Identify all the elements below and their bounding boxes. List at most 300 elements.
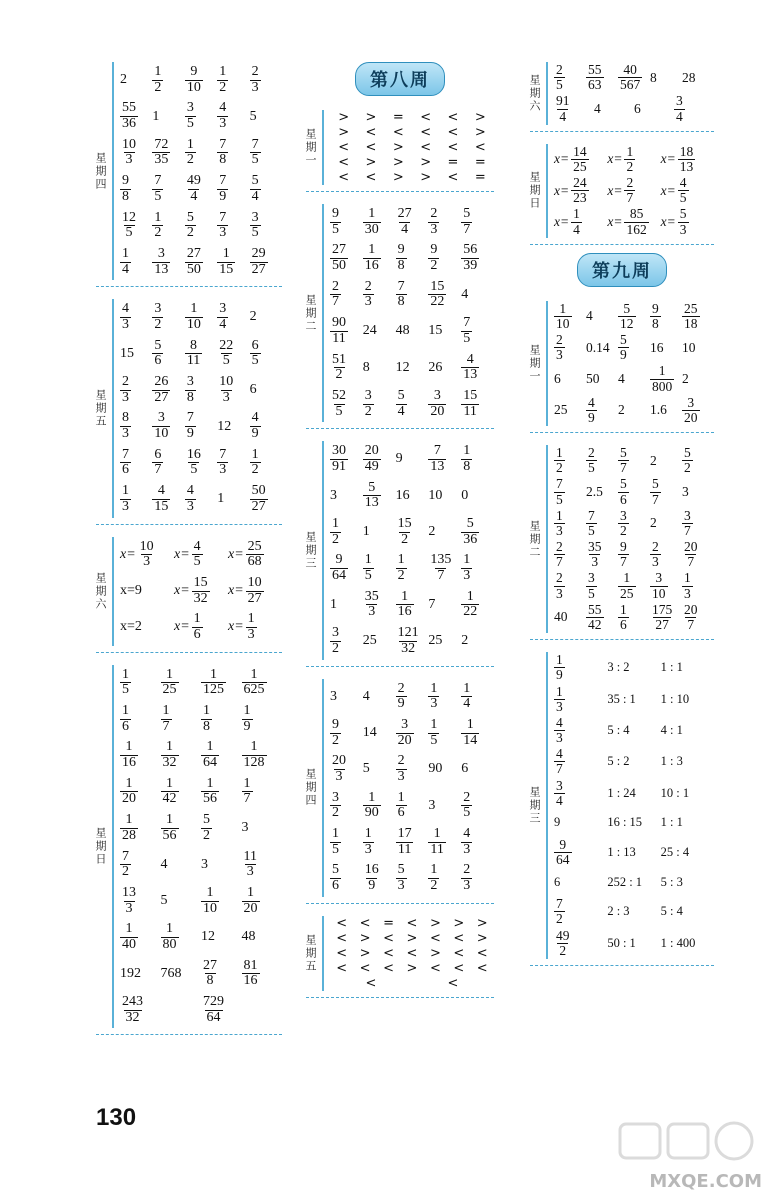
day-block	[530, 58, 714, 132]
fraction	[120, 247, 131, 277]
answer-item	[161, 777, 202, 807]
comparison-symbol: >	[429, 915, 441, 931]
answer-item	[554, 207, 607, 236]
fraction-denominator: 4	[463, 696, 471, 712]
fraction-numerator: 3	[556, 777, 563, 793]
answer-item	[682, 540, 714, 569]
fraction	[554, 685, 565, 714]
fraction-denominator: 10	[652, 585, 666, 601]
fraction-denominator: 39	[463, 258, 478, 274]
fraction	[554, 747, 565, 776]
answer-item	[250, 211, 282, 241]
answer-row	[120, 740, 282, 770]
fraction-numerator: 121	[397, 625, 419, 641]
week-header	[306, 62, 494, 96]
answer-value: 15	[428, 323, 443, 339]
answer-item	[682, 509, 714, 538]
answer-item	[120, 101, 152, 131]
answer-item	[152, 174, 184, 204]
day-block	[306, 912, 494, 998]
answer-value: 5 : 3	[660, 874, 683, 889]
fraction	[586, 540, 604, 569]
answer-row	[120, 995, 282, 1025]
fraction-numerator: 3	[620, 507, 627, 523]
answer-item	[363, 633, 396, 649]
answer-item	[363, 725, 396, 741]
fraction-numerator: 3	[433, 387, 441, 403]
answer-value: 5	[160, 893, 168, 909]
answer-value: 12	[217, 418, 232, 434]
fraction-denominator: 8	[463, 458, 471, 474]
fraction-numerator: 1	[556, 445, 563, 461]
answer-row	[554, 869, 714, 895]
answer-row	[554, 747, 714, 776]
answer-item	[554, 815, 607, 830]
fraction-numerator: 51	[332, 351, 346, 367]
comparison-symbol: =	[474, 170, 486, 185]
fraction-denominator: 2	[559, 942, 567, 958]
fraction-numerator: 35	[588, 539, 602, 555]
answer-item	[682, 603, 714, 632]
answer-item	[120, 484, 152, 514]
fraction-numerator: 27	[397, 206, 412, 221]
answer-item	[217, 211, 249, 241]
answer-item	[607, 786, 660, 801]
fraction-numerator: 20	[364, 443, 379, 459]
answer-item	[428, 761, 461, 777]
fraction	[250, 174, 261, 204]
fraction-denominator: 10	[203, 900, 217, 916]
fraction-denominator: 3	[556, 730, 563, 746]
answer-item	[120, 72, 152, 88]
answer-item	[618, 63, 650, 92]
fraction-numerator: 4	[556, 746, 563, 762]
answer-row	[330, 553, 494, 583]
fraction-denominator: 3	[222, 389, 230, 405]
answer-item	[554, 302, 586, 331]
answer-item	[682, 484, 714, 500]
fraction	[330, 353, 348, 383]
answer-item	[120, 619, 174, 635]
answer-value: 14	[362, 725, 377, 741]
day-label: 星期三	[304, 530, 317, 570]
variable-label: x=	[607, 182, 623, 198]
fraction-numerator: 1	[222, 245, 230, 261]
answer-item	[330, 444, 363, 474]
fraction	[396, 863, 407, 893]
fraction-numerator: 5	[684, 445, 691, 461]
comparison-symbol: <	[429, 960, 441, 976]
answer-item	[201, 995, 282, 1025]
answer-row	[554, 364, 714, 393]
fraction	[554, 302, 572, 331]
answer-row	[330, 517, 494, 547]
answer-row	[330, 590, 494, 620]
answer-item	[461, 287, 494, 303]
answer-rows	[330, 110, 494, 185]
fraction-denominator: 27	[251, 261, 266, 277]
answer-item	[174, 540, 228, 570]
answer-rows	[554, 652, 714, 959]
fraction	[650, 603, 674, 632]
fraction-denominator: 10	[186, 79, 201, 95]
fraction-numerator: 729	[203, 994, 224, 1009]
comparison-symbol: <	[338, 140, 350, 155]
fraction-denominator: 3	[122, 426, 129, 442]
fraction	[554, 716, 565, 745]
answer-value: 1 : 1	[660, 815, 683, 830]
comparison-symbol: >	[338, 125, 350, 140]
fraction	[250, 247, 268, 277]
symbol-row	[330, 931, 494, 946]
fraction	[185, 247, 203, 277]
fraction	[678, 207, 689, 236]
answer-item	[554, 571, 586, 600]
answer-item	[428, 597, 461, 613]
answer-item	[161, 966, 202, 982]
answer-value: 6	[461, 761, 469, 777]
fraction-numerator: 27	[186, 245, 201, 261]
answer-row	[554, 302, 714, 331]
answer-item	[618, 333, 650, 362]
week-badge: 第八周	[355, 62, 445, 96]
answer-item	[554, 747, 607, 776]
fraction-numerator: 175	[652, 601, 673, 617]
symbol-row	[330, 155, 494, 170]
answer-item	[554, 838, 607, 867]
answer-item	[618, 371, 650, 387]
fraction-numerator: 20	[684, 601, 698, 617]
fraction-numerator: 72	[154, 136, 169, 152]
fraction-numerator: 1	[463, 552, 471, 568]
answer-item	[161, 857, 202, 873]
fraction-numerator: 7	[122, 848, 129, 864]
fraction-numerator: 1	[559, 300, 567, 316]
comparison-symbol: <	[453, 960, 465, 976]
day-divider-bar	[546, 445, 548, 633]
answer-item	[120, 138, 152, 168]
fraction-denominator: 7	[620, 460, 627, 476]
fraction	[428, 243, 439, 273]
fraction-numerator: 3	[684, 507, 691, 523]
answer-item	[201, 704, 242, 734]
comparison-symbol: =	[392, 110, 404, 125]
fraction-numerator: 1	[658, 363, 666, 379]
fraction-numerator: 5	[679, 206, 687, 222]
fraction-numerator: 16	[364, 862, 379, 878]
answer-row	[120, 959, 282, 989]
answer-item	[461, 863, 494, 893]
fraction	[428, 207, 439, 237]
fraction	[428, 827, 445, 857]
fraction	[461, 444, 472, 474]
fraction	[217, 138, 228, 168]
answer-row	[554, 94, 714, 123]
answer-item	[120, 922, 161, 952]
fraction-denominator: 3	[430, 696, 438, 712]
answer-value: 90	[428, 761, 443, 777]
fraction-denominator: 2	[186, 152, 194, 168]
answer-value: 3	[241, 820, 249, 836]
fraction-numerator: 3	[676, 93, 683, 109]
fraction-denominator: 6	[122, 718, 129, 734]
answer-value: 1.6	[650, 402, 667, 418]
answer-item	[396, 323, 429, 339]
fraction-numerator: 55	[122, 100, 136, 116]
fraction	[330, 444, 348, 474]
answer-value: 10 : 1	[660, 785, 690, 800]
day-label: 星期六	[528, 73, 541, 113]
fraction-denominator: 3	[397, 878, 405, 894]
answer-item	[396, 863, 429, 893]
answer-item	[120, 668, 161, 698]
fraction-numerator: 1	[193, 611, 201, 627]
answer-item	[250, 109, 282, 125]
answer-item	[682, 340, 714, 356]
fraction	[185, 174, 203, 204]
fraction-denominator: 3	[556, 585, 563, 601]
answer-item	[396, 243, 429, 273]
answer-item	[161, 740, 202, 770]
fraction-denominator: 5	[251, 353, 259, 369]
answer-item	[185, 411, 217, 441]
fraction	[396, 682, 407, 712]
watermark-site: MXQE.COM	[649, 1171, 762, 1192]
fraction-denominator: 3	[335, 768, 343, 784]
answer-row	[120, 138, 282, 168]
answer-value: 252 : 1	[607, 874, 643, 889]
fraction	[571, 176, 589, 205]
fraction-denominator: 9	[186, 426, 194, 442]
answer-item	[650, 302, 682, 331]
fraction-denominator: 27	[154, 389, 169, 405]
fraction-numerator: 3	[157, 245, 165, 261]
answer-item	[396, 553, 429, 583]
fraction-numerator: 1	[250, 739, 258, 755]
fraction	[330, 243, 348, 273]
fraction-denominator: 2	[332, 732, 339, 748]
fraction-denominator: 162	[626, 221, 647, 237]
answer-item	[661, 845, 714, 860]
answer-row	[120, 813, 282, 843]
answer-item	[242, 668, 283, 698]
fraction-denominator: 3	[397, 768, 405, 784]
answer-row	[554, 716, 714, 745]
fraction-denominator: 11	[430, 841, 444, 857]
fraction	[586, 603, 604, 632]
answer-rows	[330, 441, 494, 659]
fraction	[201, 777, 219, 807]
fraction	[396, 389, 407, 419]
fraction-numerator: 2	[364, 278, 372, 294]
fraction-denominator: 9	[243, 718, 251, 734]
fraction	[217, 247, 235, 277]
answer-item	[396, 590, 429, 620]
fraction	[192, 540, 203, 570]
fraction-denominator: 27	[247, 590, 262, 606]
fraction-denominator: 40	[122, 936, 136, 952]
fraction	[242, 740, 267, 770]
answer-value: 4	[586, 308, 593, 324]
fraction-numerator: 40	[623, 62, 637, 77]
day-label: 星期日	[94, 827, 107, 866]
answer-item	[242, 777, 283, 807]
answer-item	[174, 576, 228, 606]
comparison-symbol: >	[476, 915, 488, 931]
fraction-numerator: 85	[629, 206, 644, 222]
answer-item	[554, 716, 607, 745]
fraction	[250, 448, 261, 478]
fraction	[242, 886, 260, 916]
answer-value: 15	[120, 345, 134, 361]
answer-value: 5 : 4	[660, 904, 683, 919]
fraction	[330, 626, 341, 656]
fraction-denominator: 5	[251, 152, 259, 168]
fraction	[461, 353, 479, 383]
answer-item	[330, 597, 363, 613]
answer-row	[120, 174, 282, 204]
fraction	[586, 446, 597, 475]
answer-value: 10	[682, 339, 696, 355]
fraction-denominator: 42	[588, 616, 602, 632]
day-divider-bar	[322, 679, 324, 897]
fraction	[120, 138, 138, 168]
fraction-numerator: 4	[193, 538, 201, 554]
fraction-denominator: 5	[335, 403, 343, 419]
answer-item	[396, 517, 429, 547]
fraction	[120, 850, 131, 880]
day-divider-bar	[546, 301, 548, 426]
fraction-numerator: 1	[203, 703, 210, 718]
answer-item	[607, 207, 660, 236]
fraction-denominator: 20	[430, 403, 445, 419]
fraction-denominator: 3	[556, 347, 563, 363]
answer-item	[428, 682, 461, 712]
fraction-numerator: 1	[573, 206, 580, 222]
answer-item	[554, 875, 607, 890]
answer-item	[674, 94, 714, 123]
answer-item	[330, 718, 363, 748]
answer-value: 3	[330, 688, 337, 704]
answer-item	[185, 448, 217, 478]
fraction-numerator: 5	[397, 387, 405, 403]
fraction	[461, 590, 479, 620]
answer-item	[428, 827, 461, 857]
fraction-denominator: 3	[463, 878, 471, 894]
answer-item	[682, 70, 714, 86]
answer-row	[554, 176, 714, 205]
fraction-denominator: 4	[556, 792, 563, 808]
fraction	[396, 243, 407, 273]
fraction-denominator: 80	[162, 936, 177, 952]
fraction-denominator: 3	[364, 294, 372, 310]
answer-item	[152, 339, 184, 369]
fraction-denominator: 5	[588, 460, 595, 476]
answer-item	[242, 929, 283, 945]
fraction	[250, 411, 261, 441]
comparison-symbol: <	[365, 140, 377, 155]
answer-item	[120, 777, 161, 807]
fraction	[554, 653, 565, 682]
answer-item	[120, 448, 152, 478]
comparison-symbol: <	[365, 170, 377, 185]
answer-item	[120, 740, 161, 770]
answer-value: 40	[554, 609, 568, 625]
answer-item	[185, 484, 217, 514]
fraction	[554, 333, 565, 362]
fraction-denominator: 2	[626, 158, 634, 174]
fraction-numerator: 1	[190, 301, 198, 317]
answer-item	[682, 371, 714, 387]
answer-value: 6	[634, 101, 641, 117]
fraction-denominator: 6	[397, 805, 405, 821]
fraction-denominator: 10	[154, 426, 169, 442]
fraction	[120, 484, 131, 514]
week-badge: 第九周	[577, 253, 667, 287]
answer-rows	[330, 916, 494, 991]
fraction	[120, 375, 131, 405]
fraction-denominator: 9	[368, 878, 376, 894]
answer-value: 1 : 13	[607, 845, 636, 860]
day-label: 星期四	[94, 151, 107, 191]
answer-item	[363, 590, 396, 620]
comparison-symbol: >	[392, 140, 404, 155]
answer-value: 25	[428, 633, 443, 649]
fraction-denominator: 16	[243, 973, 258, 989]
answer-item	[682, 302, 714, 331]
fraction-denominator: 2	[397, 568, 405, 584]
answer-row	[554, 685, 714, 714]
comparison-symbol: <	[453, 930, 465, 946]
answer-value: 2	[650, 452, 657, 468]
fraction	[161, 740, 179, 770]
answer-rows	[120, 299, 282, 517]
answer-item	[650, 453, 682, 469]
answer-item	[120, 966, 161, 982]
fraction-numerator: 1	[368, 789, 376, 805]
answer-row	[330, 754, 494, 784]
fraction-denominator: 2	[430, 258, 438, 274]
comparison-symbol: >	[453, 915, 465, 931]
fraction	[185, 375, 196, 405]
day-block	[306, 675, 494, 904]
answer-value: 48	[241, 929, 256, 945]
fraction	[396, 827, 414, 857]
answer-item	[363, 444, 396, 474]
answer-item	[650, 603, 682, 632]
fraction	[120, 995, 145, 1025]
fraction-denominator: 5	[588, 585, 595, 601]
fraction-numerator: 81	[243, 957, 258, 973]
answer-item	[461, 827, 494, 857]
fraction-denominator: 7	[652, 491, 659, 507]
fraction-numerator: 1	[332, 826, 339, 841]
fraction-denominator: 20	[122, 791, 136, 807]
answer-item	[554, 685, 607, 714]
answer-value: 5 : 2	[607, 754, 630, 769]
fraction-denominator: 9	[588, 409, 595, 425]
answer-item	[554, 609, 586, 625]
answer-item	[363, 863, 396, 893]
fraction-denominator: 16	[122, 755, 136, 771]
fraction-numerator: 7	[122, 446, 129, 462]
fraction	[192, 612, 203, 642]
fraction-numerator: 5	[623, 300, 631, 316]
fraction-denominator: 128	[243, 755, 265, 771]
fraction	[330, 827, 341, 857]
fraction	[201, 813, 212, 843]
answer-value: 4	[594, 101, 601, 117]
